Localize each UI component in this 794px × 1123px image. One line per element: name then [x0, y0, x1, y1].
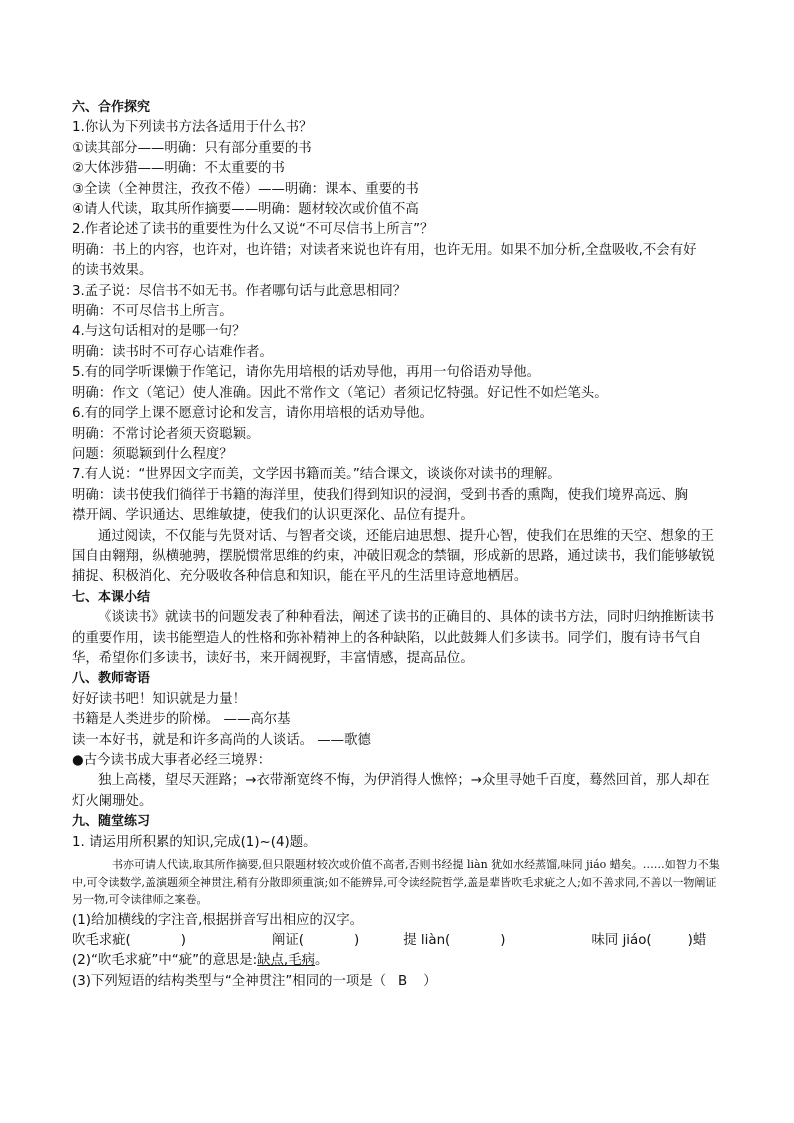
fill-blank-b: 阐证( ) [272, 932, 360, 948]
question-6-answer: 明确：不常讨论者须天资聪颖。 [72, 426, 260, 442]
question-2: 2.作者论述了读书的重要性为什么又说“不可尽信书上所言”？ [72, 222, 434, 238]
exercise-1-question-1: (1)给加横线的字注音,根据拼音写出相应的汉字。 [72, 912, 364, 928]
section-7-heading: 七、本课小结 [72, 589, 151, 605]
section-6-heading: 六、合作探究 [72, 100, 151, 115]
question-5: 5.有的同学听课懒于作笔记，请你先用培根的话劝导他，再用一句俗语劝导他。 [72, 365, 541, 381]
question-3-answer: 明确：不可尽信书上所言。 [72, 304, 233, 320]
question-1: 1.你认为下列读书方法各适用于什么书？ [72, 120, 313, 136]
question-5-answer: 明确：作文（笔记）使人准确。因此不常作文（笔记）者须记忆特强。好记性不如烂笔头。 [72, 385, 608, 401]
teacher-message-3: 读一本好书，就是和许多高尚的人谈话。 ——歌德 [72, 732, 371, 748]
question-2-answer-line-1: 明确：书上的内容，也许对，也许错；对读者来说也许有用，也许无用。如果不加分析,全盘吸收,不会有好 [72, 242, 697, 258]
question-1-answer-a: ①读其部分——明确：只有部分重要的书 [72, 140, 312, 156]
three-realms-title: ●古今读书成大事者必经三境界： [72, 753, 272, 768]
question-1-answer-c: ③全读（全神贯注，孜孜不倦）——明确：课本、重要的书 [72, 181, 419, 197]
question-4: 4.与这句话相对的是哪一句？ [72, 324, 246, 340]
section-9-heading: 九、随堂练习 [72, 814, 151, 830]
question-6: 6.有的同学上课不愿意讨论和发言，请你用培根的话劝导他。 [72, 406, 433, 422]
exercise-1-fill-blanks [72, 931, 722, 951]
exercise-1-question-2: (2)“吹毛求疵”中“疵”的意思是:缺点,毛病。 [72, 953, 329, 969]
question-7-answer-line-1: 明确：读书使我们徜徉于书籍的海洋里，使我们得到知识的浸润，受到书香的熏陶，使我们境界高远、胸 [72, 487, 688, 503]
question-3-answer-choice: B [398, 973, 408, 989]
fill-blank-d: 味同 jiáo( )蜡 [591, 932, 707, 948]
question-1-answer-d: ④请人代读，取其所作摘要——明确：题材较次或价值不高 [72, 202, 419, 218]
question-7: 7.有人说：“世界因文字而美，文学因书籍而美。”结合课文，谈谈你对读书的理解。 [72, 467, 561, 483]
fill-blank-a: 吹毛求疵( ) [72, 932, 187, 948]
three-realms-text: 独上高楼，望尽天涯路；→衣带渐宽终不悔，为伊消得人憔悴；→众里寻她千百度，蓦然回首，那人却在灯火阑珊处。 [72, 773, 710, 809]
fill-blank-c: 提 liàn( ) [403, 932, 506, 948]
question-2-answer-text: 缺点,毛病 [257, 953, 315, 969]
teacher-message-1: 好好读书吧！知识就是力量！ [72, 691, 247, 707]
exercise-1: 1. 请运用所积累的知识,完成(1)~(4)题。 [72, 834, 317, 850]
question-3: 3.孟子说：尽信书不如无书。作者哪句话与此意思相同？ [72, 283, 407, 299]
question-6-follow-up: 问题：须聪颖到什么程度？ [72, 446, 233, 462]
document-body [72, 98, 722, 992]
section-8-heading: 八、教师寄语 [72, 671, 151, 687]
question-2-answer-line-2: 的读书效果。 [72, 263, 153, 279]
section-7-summary: 《谈读书》就读书的问题发表了种种看法，阐述了读书的正确目的、具体的读书方法，同时归纳推断读书的重要作用，读书能塑造人的性格和弥补精神上的各种缺陷，以此鼓舞人们多读书。同学们，腹有诗书气自华，希望你们多读书，读好书，来开阔视野，丰富情感，提高品位。 [72, 610, 714, 666]
question-4-answer: 明确：读书时不可存心诘难作者。 [72, 344, 273, 360]
question-1-answer-b: ②大体涉猎——明确：不太重要的书 [72, 161, 285, 177]
question-7-answer-line-2: 襟开阔、学识通达、思维敏捷，使我们的认识更深化、品位有提升。 [72, 508, 474, 524]
teacher-message-2: 书籍是人类进步的阶梯。 ——高尔基 [72, 712, 291, 728]
exercise-1-question-3: (3)下列短语的结构类型与“全神贯注”相同的一项是（ B ） [72, 973, 437, 989]
exercise-1-passage: 书亦可请人代读,取其所作摘要,但只限题材较次或价值不高者,否则书经提 liàn 犹如水经蒸馏,味同 jiáo 蜡矣。……如智力不集中,可令读数学,盖演题须全神贯注,稍有分散即须重演;如不能辨异,可令读经院哲学,盖是辈皆吹毛求疵之人;如不善求同,不善以一物阐证另一物,可令读律师之案卷。 [72, 858, 720, 907]
question-7-paragraph: 通过阅读，不仅能与先贤对话、与智者交谈，还能启迪思想、提升心智，使我们在思维的天空、想象的王国自由翱翔，纵横驰骋，摆脱惯常思维的约束，冲破旧观念的禁锢，形成新的思路，通过读书，我们能够敏锐捕捉、积极消化、充分吸收各种信息和知识，能在平凡的生活里诗意地栖居。 [72, 528, 715, 585]
